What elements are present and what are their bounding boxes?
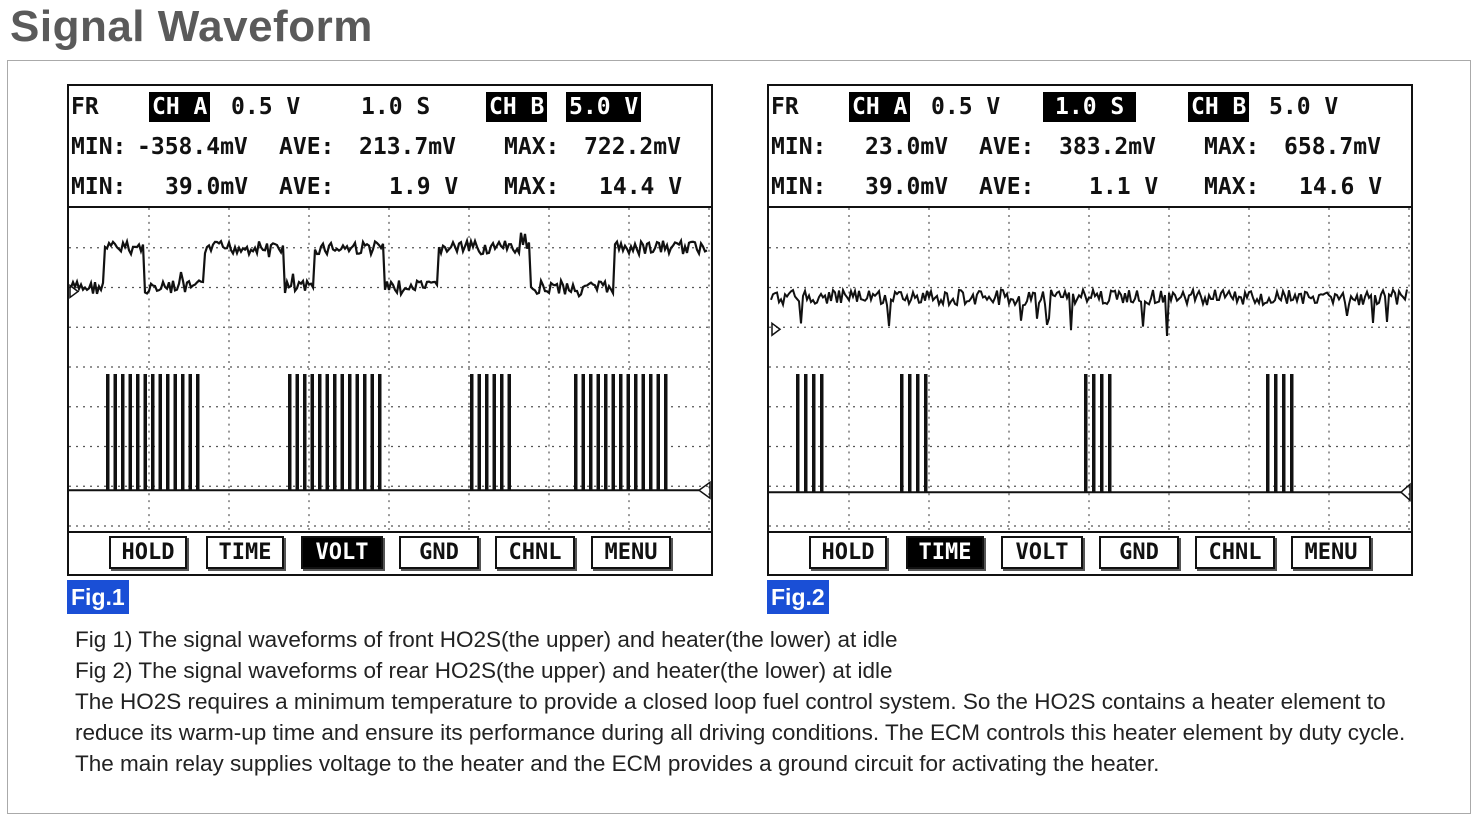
- time-button[interactable]: TIME: [906, 536, 984, 569]
- scope-screen-fig1: [67, 84, 713, 576]
- waveform-display: [769, 206, 1411, 533]
- gnd-button[interactable]: GND: [399, 536, 479, 569]
- chnl-button[interactable]: CHNL: [495, 536, 575, 569]
- gnd-button[interactable]: GND: [1099, 536, 1179, 569]
- ch-a-max-value: 722.2mV: [584, 134, 681, 160]
- ch-b-volt-div[interactable]: 5.0 V: [1269, 94, 1339, 120]
- ch-b-max-label: MAX:: [1204, 174, 1260, 200]
- time-button[interactable]: TIME: [206, 536, 284, 569]
- scope-readout: [769, 86, 1411, 206]
- ch-a-ave-label: AVE:: [979, 134, 1035, 160]
- ch-a-min-label: MIN:: [771, 134, 827, 160]
- volt-button[interactable]: VOLT: [1001, 536, 1083, 569]
- ch-b-max-label: MAX:: [504, 174, 560, 200]
- fig2-caption: Fig 2) The signal waveforms of rear HO2S(the upper) and heater(the lower) at idle: [75, 658, 893, 683]
- ch-a-volt-div[interactable]: 0.5 V: [931, 94, 1001, 120]
- ch-b-ave-value: 1.9 V: [389, 174, 459, 200]
- time-div[interactable]: 1.0 S: [361, 94, 431, 120]
- ch-a-ave-label: AVE:: [279, 134, 335, 160]
- ch-b-ave-label: AVE:: [979, 174, 1035, 200]
- waveform-display: [69, 206, 711, 533]
- fr-label: FR: [71, 94, 99, 120]
- fig1-caption: Fig 1) The signal waveforms of front HO2S(the upper) and heater(the lower) at idle: [75, 627, 898, 652]
- ch-b-min-label: MIN:: [71, 174, 127, 200]
- ch-a-volt-div[interactable]: 0.5 V: [231, 94, 301, 120]
- ch-b-volt-div[interactable]: 5.0 V: [566, 92, 641, 122]
- ch-a-min-label: MIN:: [71, 134, 127, 160]
- waveform-plot: [769, 208, 1411, 531]
- ch-a-ave-value: 383.2mV: [1059, 134, 1156, 160]
- ch-b-ave-value: 1.1 V: [1089, 174, 1159, 200]
- ch-b-max-value: 14.6 V: [1299, 174, 1383, 200]
- ch-b-min-value: 39.0mV: [165, 174, 249, 200]
- scope-screen-fig2: [767, 84, 1413, 576]
- ch-a-max-label: MAX:: [504, 134, 560, 160]
- page-title: Signal Waveform: [10, 2, 373, 51]
- scope-button-bar: [69, 533, 711, 574]
- ch-a-label[interactable]: CH A: [849, 92, 910, 122]
- grid-lines: [769, 208, 1411, 531]
- chnl-button[interactable]: CHNL: [1195, 536, 1275, 569]
- hold-button[interactable]: HOLD: [109, 536, 187, 569]
- ch-b-min-label: MIN:: [771, 174, 827, 200]
- ch-b-min-value: 39.0mV: [865, 174, 949, 200]
- menu-button[interactable]: MENU: [1291, 536, 1371, 569]
- fig1-label: Fig.1: [67, 580, 129, 614]
- heater-signal-trace: [69, 375, 699, 490]
- ch-a-max-value: 658.7mV: [1284, 134, 1381, 160]
- waveform-plot: [69, 208, 711, 531]
- ch-a-ave-value: 213.7mV: [359, 134, 456, 160]
- fr-label: FR: [771, 94, 799, 120]
- ch-a-min-value: 23.0mV: [865, 134, 949, 160]
- hold-button[interactable]: HOLD: [809, 536, 887, 569]
- ch-b-label[interactable]: CH B: [1188, 92, 1249, 122]
- ch-b-label[interactable]: CH B: [486, 92, 547, 122]
- ch-a-max-label: MAX:: [1204, 134, 1260, 160]
- ch-a-min-value: -358.4mV: [137, 134, 248, 160]
- scope-readout: [69, 86, 711, 206]
- fig2-label: Fig.2: [767, 580, 829, 614]
- volt-button[interactable]: VOLT: [301, 536, 383, 569]
- time-div[interactable]: 1.0 S: [1043, 92, 1136, 122]
- ground-marker-icon: [772, 323, 1410, 500]
- heater-signal-trace: [769, 375, 1401, 492]
- scope-button-bar: [769, 533, 1411, 574]
- ch-b-max-value: 14.4 V: [599, 174, 683, 200]
- description-paragraph: The HO2S requires a minimum temperature to provide a closed loop fuel control system. So the HO2S contains a heater element to reduce its warm-up time and ensure its performance during all driving conditions. The ECM controls this heater element by duty cycle. The main relay supplies voltage to the heater and the ECM provides a ground circuit for activating the heater.: [75, 689, 1406, 776]
- waveform-grid: [769, 208, 1411, 531]
- ch-b-ave-label: AVE:: [279, 174, 335, 200]
- menu-button[interactable]: MENU: [591, 536, 671, 569]
- ch-a-label[interactable]: CH A: [149, 92, 210, 122]
